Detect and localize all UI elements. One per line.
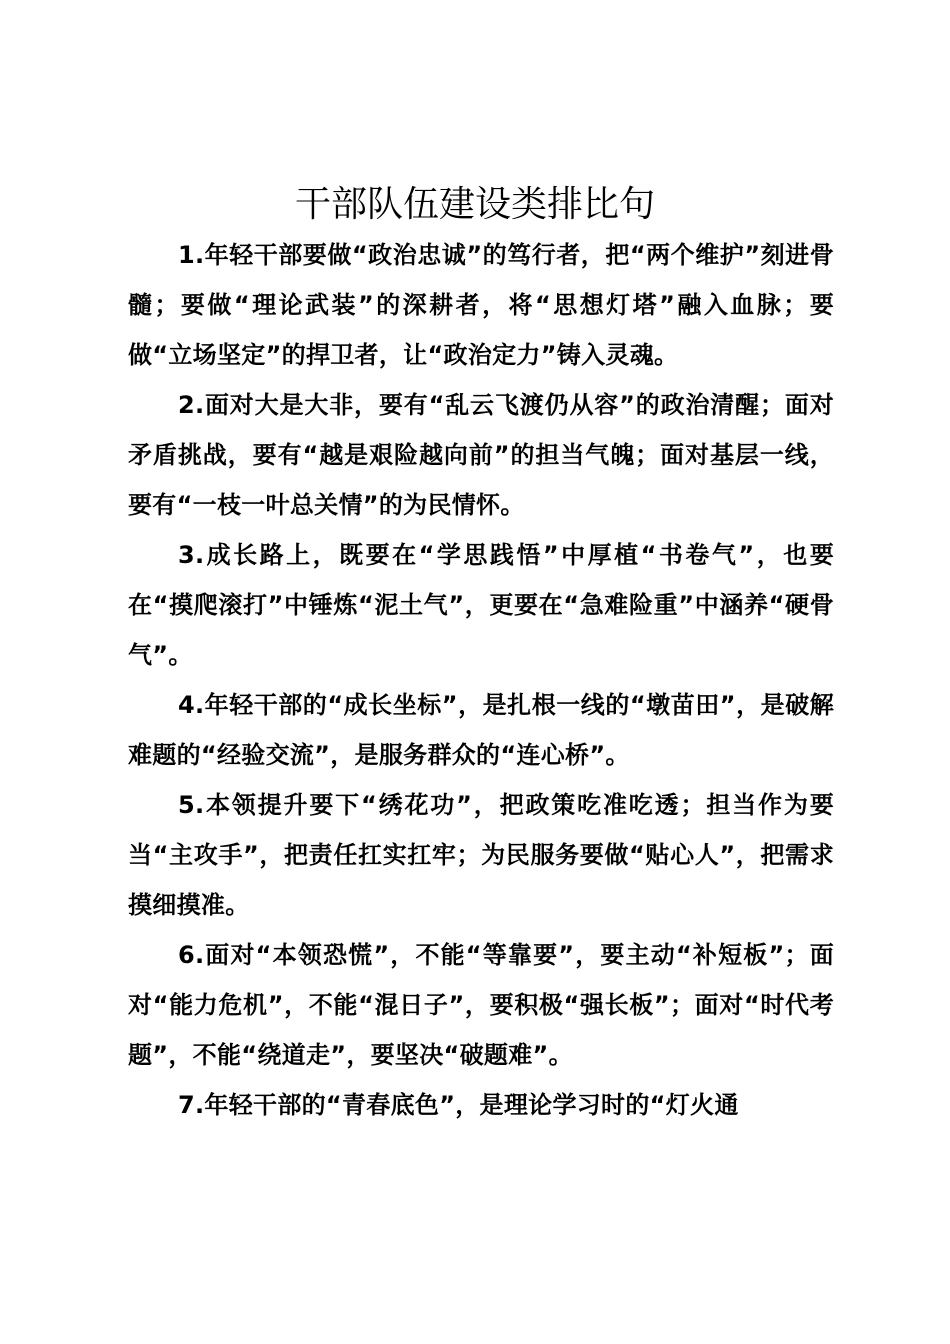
paragraph-4: 4.年轻干部的“成长坐标”，是扎根一线的“墩苗田”，是破解难题的“经验交流”，是服务群众的“连心桥”。 — [128, 691, 834, 769]
paragraph-5: 5.本领提升要下“绣花功”，把政策吃准吃透；担当作为要当“主攻手”，把责任扛实扛牢；为民服务要做“贴心人”，把需求摸细摸准。 — [128, 791, 834, 919]
paragraph-2: 2.面对大是大非，要有“乱云飞渡仍从容”的政治清醒；面对矛盾挑战，要有“越是艰险越向前”的担当气魄；面对基层一线，要有“一枝一叶总关情”的为民情怀。 — [128, 391, 834, 519]
paragraph-6: 6.面对“本领恐慌”，不能“等靠要”，要主动“补短板”；面对“能力危机”，不能“混日子”，要积极“强长板”；面对“时代考题”，不能“绕道走”，要坚决“破题难”。 — [128, 941, 834, 1069]
paragraph-7: 7.年轻干部的“青春底色”，是理论学习时的“灯火通 — [178, 1091, 739, 1119]
paragraph-3: 3.成长路上，既要在“学思践悟”中厚植“书卷气”，也要在“摸爬滚打”中锤炼“泥土气”，更要在“急难险重”中涵养“硬骨气”。 — [128, 541, 834, 669]
document-body — [128, 230, 834, 1130]
paragraph-1: 1.年轻干部要做“政治忠诚”的笃行者，把“两个维护”刻进骨髓；要做“理论武装”的深耕者，将“思想灯塔”融入血脉；要做“立场坚定”的捍卫者，让“政治定力”铸入灵魂。 — [128, 241, 834, 369]
document-title: 干部队伍建设类排比句 — [294, 184, 655, 225]
